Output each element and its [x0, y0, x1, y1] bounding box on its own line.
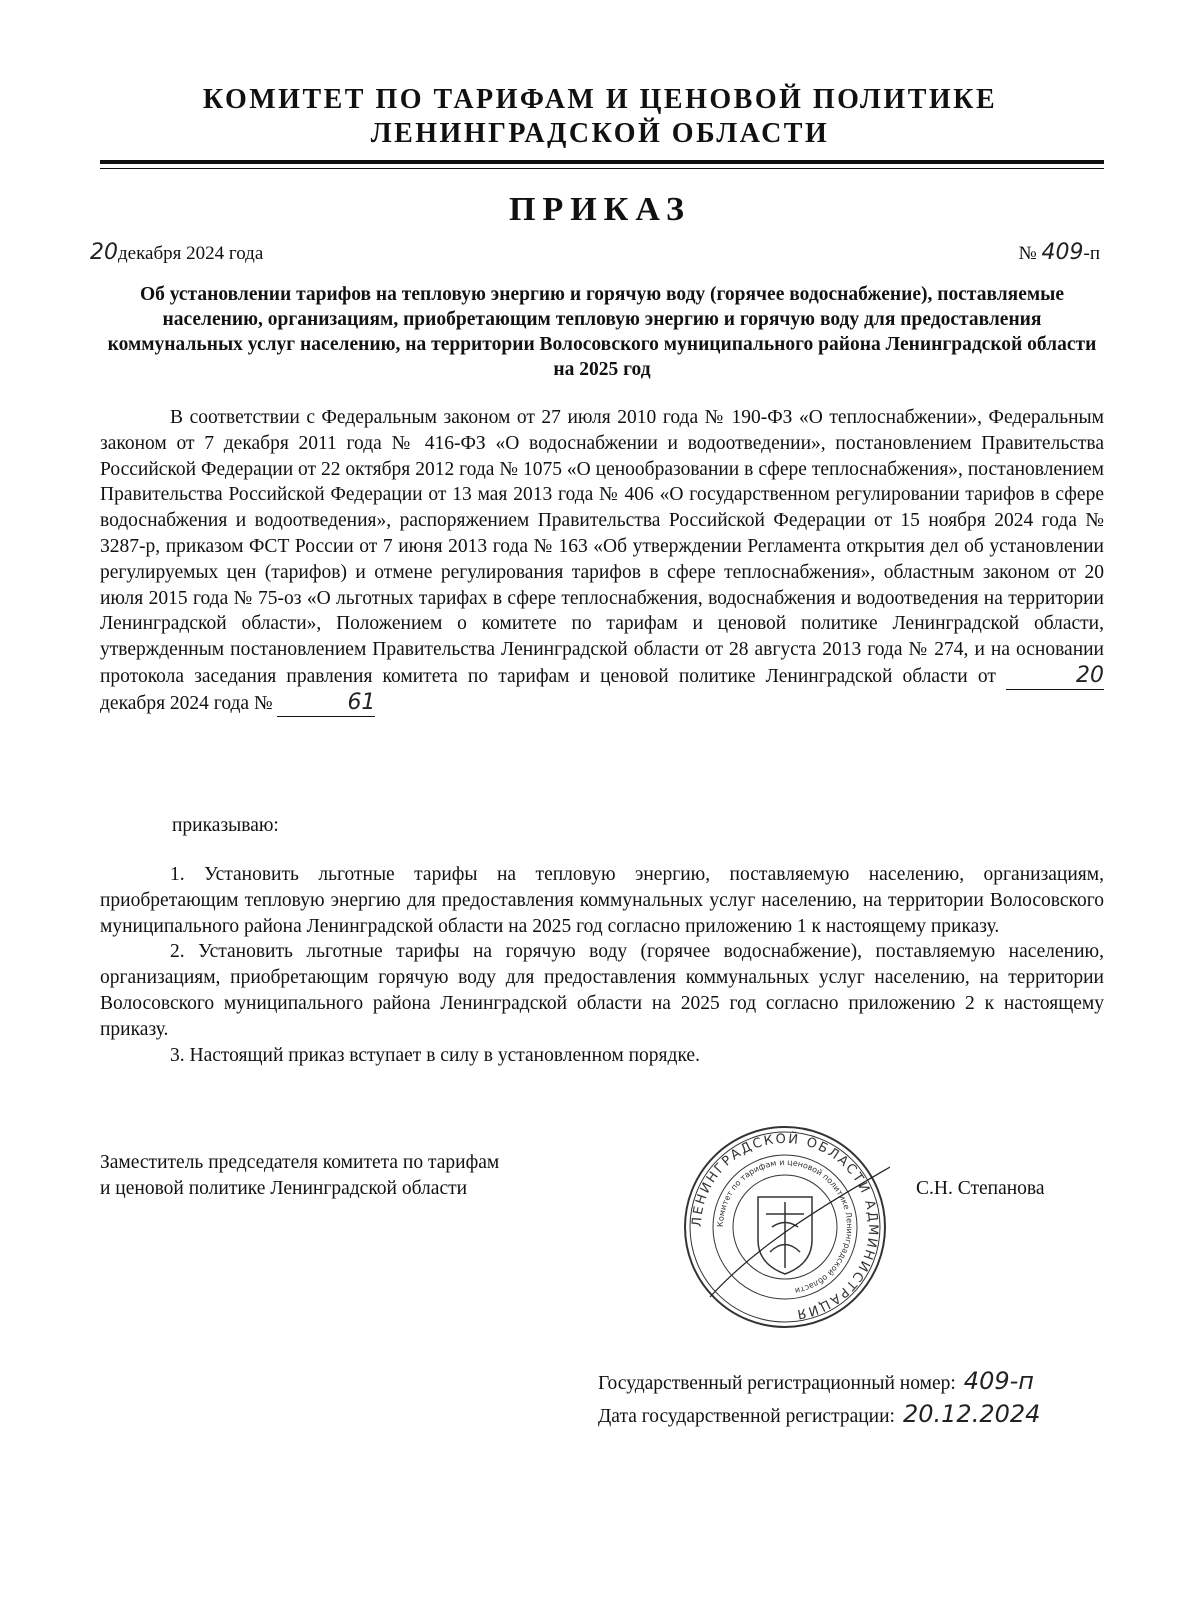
org-name-line2: ЛЕНИНГРАДСКОЙ ОБЛАСТИ: [370, 118, 830, 149]
protocol-date-rest: декабря 2024 года №: [100, 692, 273, 714]
order-subject: Об установлении тарифов на тепловую энергию и горячую воду (горячее водоснабжение), поставляемые населению, организациям, приобретающим тепловую энергию и горячую воду для предоставления коммунальных услуг населению, на территории Волосовского муниципального района Ленинградской области на 2025 год: [107, 284, 1097, 380]
official-stamp: [680, 1122, 890, 1332]
org-name-line1: КОМИТЕТ ПО ТАРИФАМ И ЦЕНОВОЙ ПОЛИТИКЕ: [202, 84, 998, 115]
registration-date-label: Дата государственной регистрации:: [598, 1406, 895, 1427]
protocol-number-handwritten: 61: [277, 690, 375, 717]
registration-date-handwritten: 20.12.2024: [902, 1400, 1041, 1428]
header-rule-thin: [100, 168, 1104, 169]
preamble: [100, 405, 1104, 717]
order-item-2: 2. Установить льготные тарифы на горячую воду (горячее водоснабжение), поставляемую населению, организациям, приобретающим горячую воду для предоставления коммунальных услуг населению, на территории Волосовского муниципального района Ленинградской области на 2025 год согласно приложению 2 к настоящему приказу.: [100, 941, 1104, 1040]
signer-position: [100, 1150, 499, 1202]
order-number-prefix: №: [1018, 243, 1037, 264]
order-word: приказываю:: [172, 815, 279, 836]
order-number-suffix: -п: [1083, 243, 1100, 264]
header-rule-thick: [100, 160, 1104, 164]
registration-number-label: Государственный регистрационный номер:: [598, 1373, 956, 1394]
protocol-day-handwritten: 20: [1006, 663, 1104, 690]
registration-number-handwritten: 409-п: [963, 1367, 1034, 1395]
registration-date-line: [598, 1399, 1040, 1432]
registration-number-line: [598, 1366, 1040, 1399]
order-number-handwritten: 409: [1041, 240, 1084, 265]
order-number: [1019, 240, 1100, 265]
order-day-handwritten: 20: [90, 240, 118, 265]
signer-name: С.Н. Степанова: [916, 1178, 1045, 1199]
order-date: [90, 240, 263, 265]
preamble-text: В соответствии с Федеральным законом от 27 июля 2010 года № 190-ФЗ «О теплоснабжении», Федеральным законом от 7 декабря 2011 года № 416-ФЗ «О водоснабжении и водоотведении», постановлением Правительства Российской Федерации от 22 октября 2012 года № 1075 «О ценообразовании в сфере теплоснабжения», постановлением Правительства Российской Федерации от 13 мая 2013 года № 406 «О государственном регулировании тарифов в сфере водоснабжения и водоотведения», распоряжением Правительства Российской Федерации от 15 ноября 2024 года № 3287-р, приказом ФСТ России от 7 июня 2013 года № 163 «Об утверждении Регламента открытия дел об установлении регулируемых цен (тарифов) и отмене регулирования тарифов в сфере теплоснабжения», областным законом от 20 июля 2015 года № 75-оз «О льготных тарифах в сфере теплоснабжения, водоснабжения и водоотведения на территории Ленинградской области», Положением о комитете по тарифам и ценовой политике Ленинградской области, утвержденным постановлением Правительства Ленинградской области от 28 августа 2013 года № 274, и на основании протокола заседания правления комитета по тарифам и ценовой политике Ленинградской области от: [100, 407, 1104, 687]
org-name: [100, 83, 1100, 151]
order-date-rest: декабря 2024 года: [118, 243, 264, 264]
stamp-inner-text: Комитет по тарифам и ценовой политике Ленинградской области: [715, 1157, 855, 1296]
registration-block: [598, 1366, 1040, 1432]
stamp-outer-text: ЛЕНИНГРАДСКОЙ ОБЛАСТИ АДМИНИСТРАЦИЯ: [689, 1131, 881, 1322]
signer-position-line1: Заместитель председателя комитета по тарифам: [100, 1152, 500, 1173]
coat-of-arms-icon: [758, 1197, 812, 1274]
order-item-3: 3. Настоящий приказ вступает в силу в установленном порядке.: [170, 1044, 700, 1066]
signer-position-line2: и ценовой политике Ленинградской области: [100, 1178, 468, 1199]
doc-type-title: ПРИКАЗ: [509, 191, 691, 228]
order-items: [100, 862, 1104, 1068]
order-item-1: 1. Установить льготные тарифы на тепловую энергию, поставляемую населению, организациям, приобретающим тепловую энергию для предоставления коммунальных услуг населению, на территории Волосовского муниципального района Ленинградской области на 2025 год согласно приложению 1 к настоящему приказу.: [100, 864, 1104, 937]
